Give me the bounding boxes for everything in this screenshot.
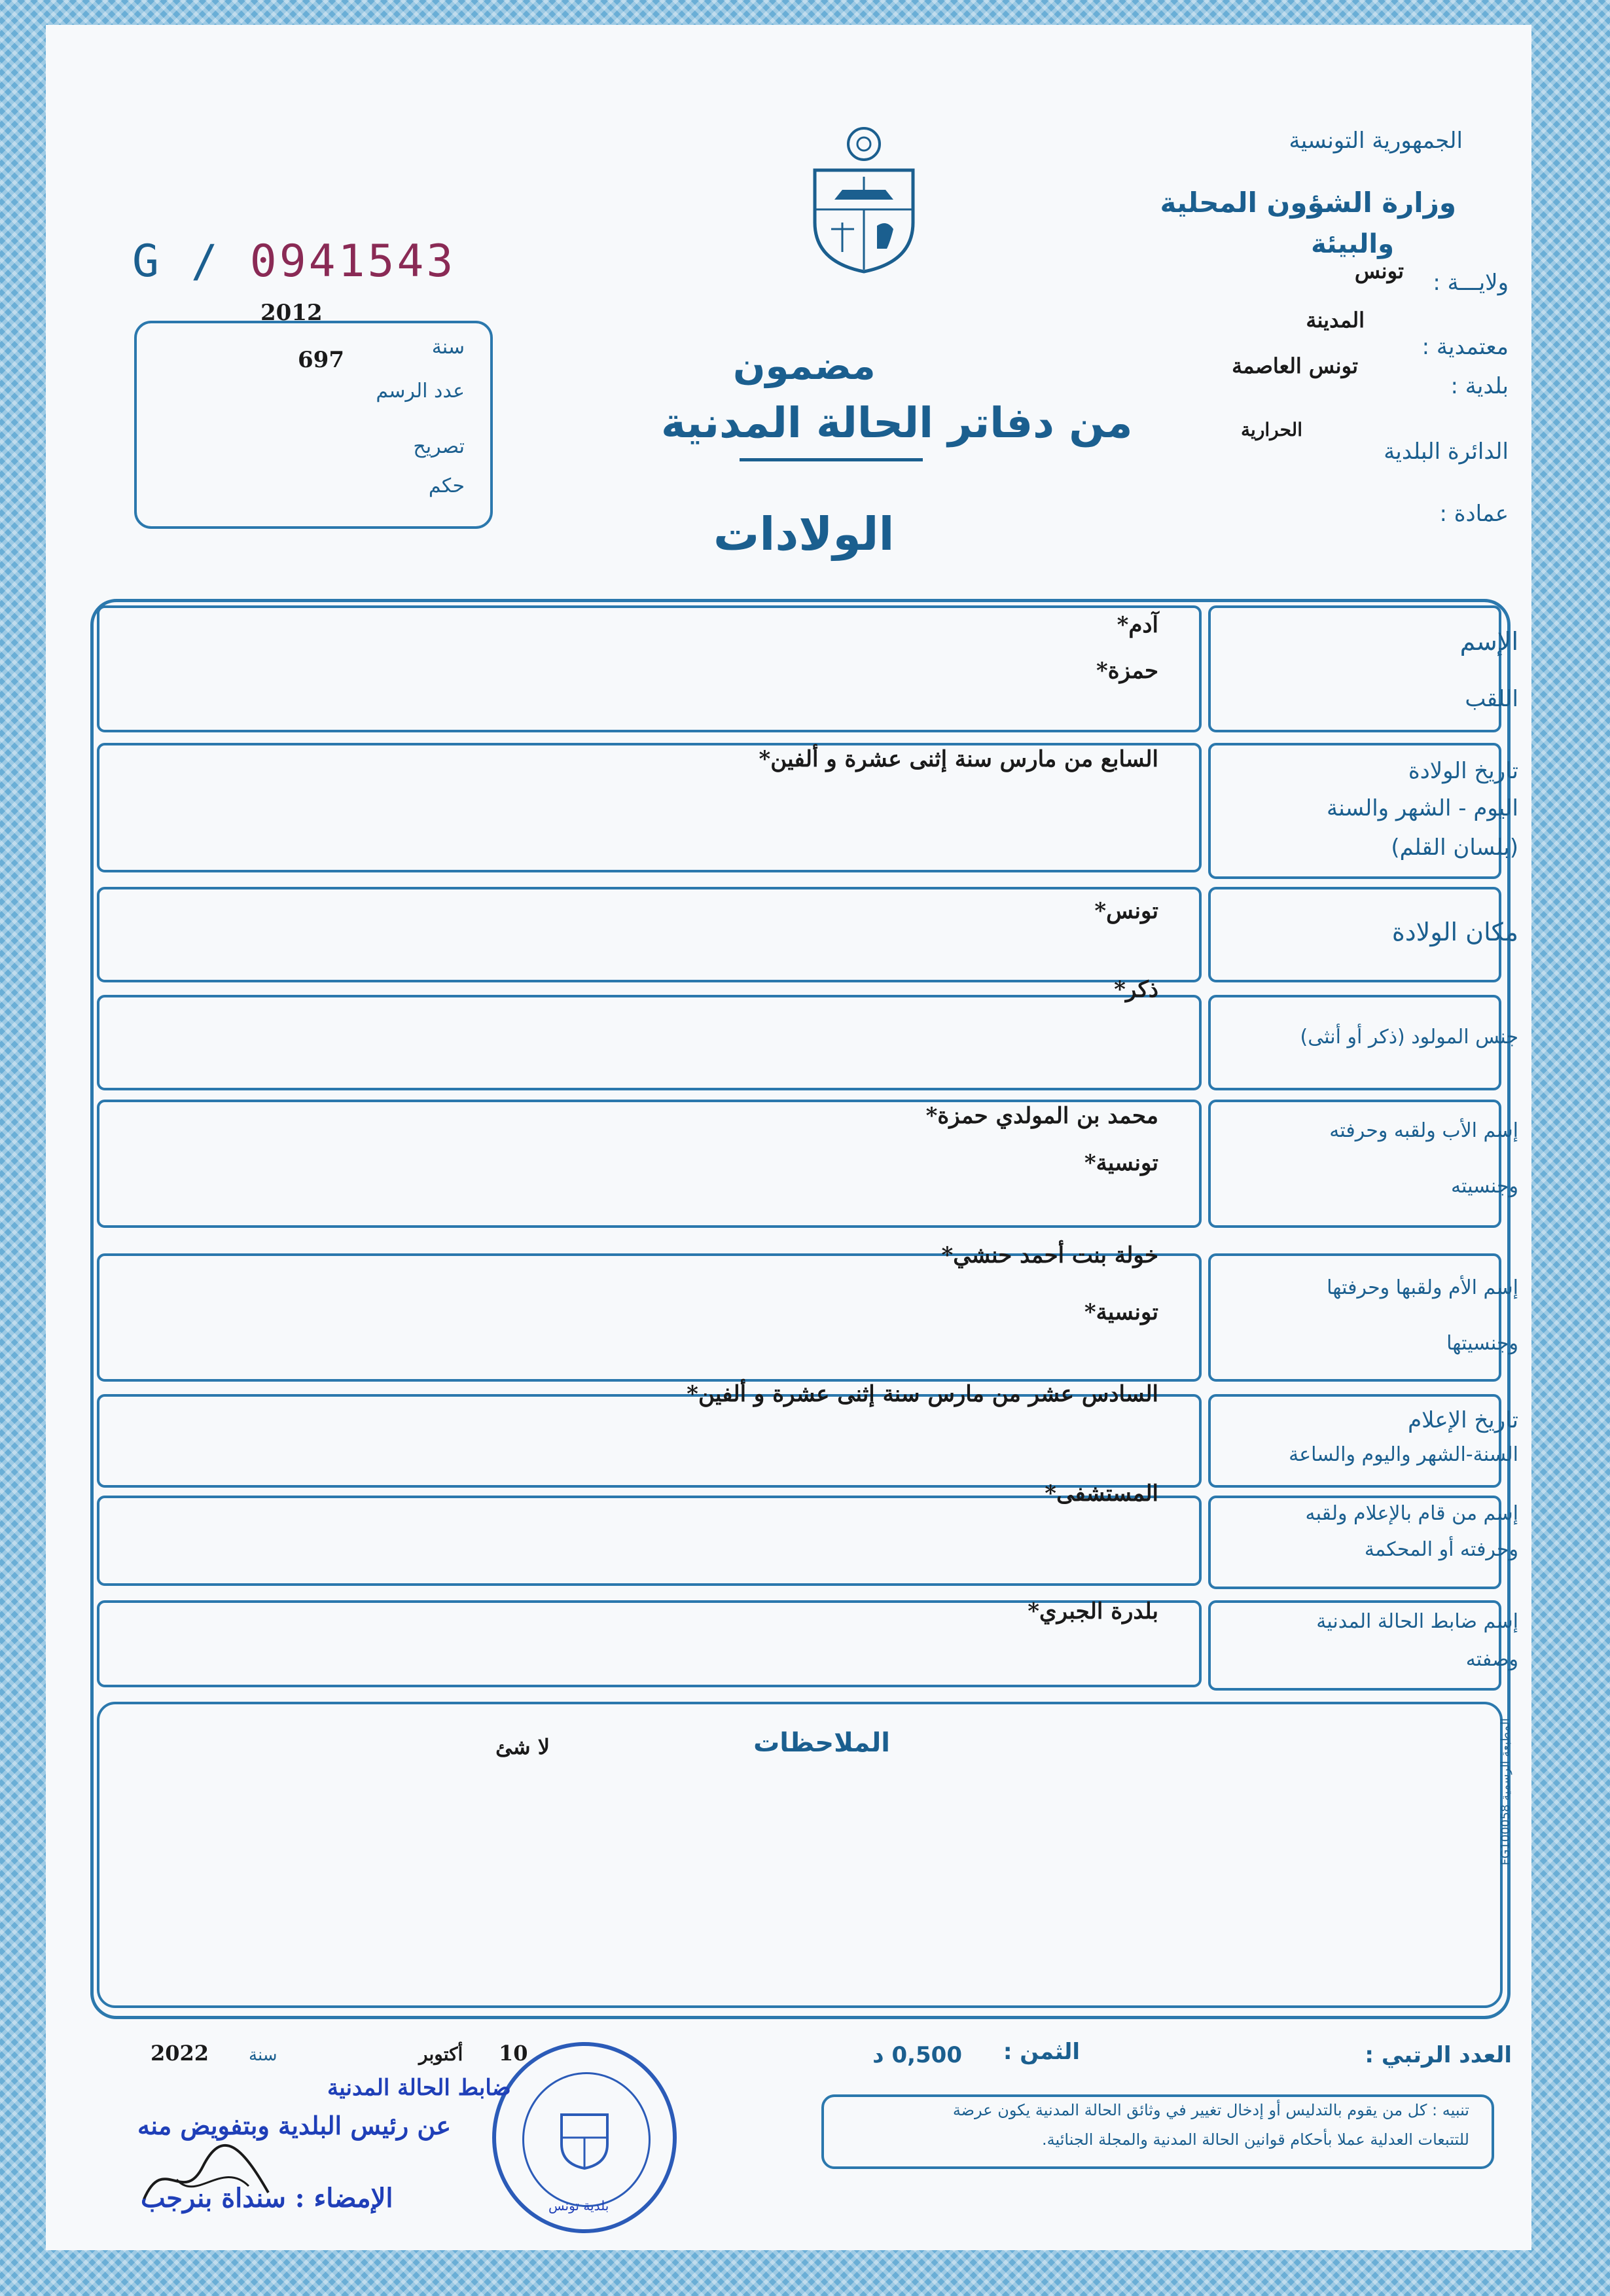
mother-label: إسم الأم ولقبها وحرفتها xyxy=(1327,1276,1518,1299)
birthplace-label: مكان الولادة xyxy=(1391,918,1518,946)
remarks-value: لا شئ xyxy=(495,1734,550,1759)
serial-prefix: G / xyxy=(132,236,221,287)
signature-line: الإمضاء : سنداة بنرجب xyxy=(141,2183,393,2214)
officer-value: بلدرة الجبري* xyxy=(1028,1598,1158,1624)
warning-line-2: للتتبعات العدلية عملا بأحكام قوانين الحالة المدنية والمجلة الجنائية. xyxy=(1042,2130,1469,2149)
mother-value-cell xyxy=(97,1253,1202,1382)
price-value: 0,500 د xyxy=(872,2042,962,2068)
birthdate-sublabel: اليوم - الشهر والسنة xyxy=(1327,795,1518,821)
motamadia-value: المدينة xyxy=(1306,308,1365,332)
price-label: الثمن : xyxy=(1003,2039,1080,2065)
record-year-label: سنة xyxy=(431,336,465,359)
record-year-value: 2012 xyxy=(260,300,323,326)
printer-code: المطبعة الرسمية FG100058 xyxy=(1499,1718,1512,1865)
serial-number xyxy=(132,236,456,287)
serial-value: 0941543 xyxy=(249,236,456,287)
father-name-value: محمد بن المولدي حمزة* xyxy=(925,1103,1158,1129)
name-label: الإسم xyxy=(1459,627,1518,656)
ministry-label: وزارة الشؤون المحلية xyxy=(1160,187,1456,219)
title-underline xyxy=(740,458,923,461)
sex-label: جنس المولود (ذكر أو أنثى) xyxy=(1300,1026,1518,1049)
declarant-label: إسم من قام بالإعلام ولقبه xyxy=(1305,1502,1518,1525)
year-value: 2022 xyxy=(151,2041,209,2066)
declaration-date-value-cell xyxy=(97,1394,1202,1488)
officer-label: إسم ضابط الحالة المدنية xyxy=(1316,1610,1518,1633)
record-number-label: عدد الرسم xyxy=(376,380,465,403)
mother-name-value: خولة بنت أحمد حنشي* xyxy=(941,1242,1158,1268)
officer-sublabel: وصفته xyxy=(1465,1648,1518,1671)
declarant-sublabel: وحرفته أو المحكمة xyxy=(1364,1538,1518,1561)
date-day: 10 xyxy=(499,2041,528,2066)
birthdate-note: (بلسان القلم) xyxy=(1391,834,1518,861)
birthplace-value: تونس* xyxy=(1094,898,1158,924)
year-label: سنة xyxy=(249,2045,277,2065)
official-round-stamp xyxy=(492,2042,677,2233)
declaration-date-label: تاريخ الإعلام xyxy=(1408,1407,1518,1433)
surname-label: اللقب xyxy=(1465,686,1518,712)
daira-label: الدائرة البلدية xyxy=(1384,439,1509,465)
ministry-label-2: والبيئة xyxy=(1311,229,1394,259)
tunisia-emblem-icon xyxy=(808,124,920,275)
sex-value: ذكر* xyxy=(1114,977,1158,1003)
declaration-date-value: السادس عشر من مارس سنة إثنى عشرة و ألفين* xyxy=(687,1381,1158,1407)
title-births: الولادات xyxy=(713,507,895,561)
baladia-value: تونس العاصمة xyxy=(1232,353,1358,378)
republic-label: الجمهورية التونسية xyxy=(1289,128,1463,154)
declarant-value-cell xyxy=(97,1496,1202,1586)
motamadia-label: معتمدية : xyxy=(1422,334,1509,360)
wilaya-value: تونس xyxy=(1354,259,1404,283)
title-registers: من دفاتر الحالة المدنية xyxy=(661,399,1133,448)
daira-value: الحرارية xyxy=(1241,419,1302,440)
wilaya-label: ولايـــة : xyxy=(1433,270,1509,296)
father-label: إسم الأب ولقبه وحرفته xyxy=(1329,1119,1518,1142)
mother-label-cell xyxy=(1208,1253,1501,1382)
birthplace-value-cell xyxy=(97,887,1202,982)
officer-stamp-delegation: عن رئيس البلدية وبتفويض منه xyxy=(137,2111,452,2140)
surname-value: حمزة* xyxy=(1096,658,1158,684)
serial-label: العدد الرتبي : xyxy=(1365,2042,1512,2068)
officer-stamp-title: ضابط الحالة المدنية xyxy=(327,2075,511,2101)
date-month: أكتوبر xyxy=(419,2043,463,2065)
record-number-value: 697 xyxy=(298,347,344,373)
declaration-label: تصريح xyxy=(413,435,465,458)
name-value-cell xyxy=(97,605,1202,732)
name-value: آدم* xyxy=(1117,612,1158,638)
judgment-label: حكم xyxy=(428,475,465,497)
round-stamp-text: بلدية تونس xyxy=(548,2198,609,2214)
stamp-emblem-icon xyxy=(558,2108,611,2170)
declaration-date-sublabel: السنة-الشهر واليوم والساعة xyxy=(1289,1443,1518,1466)
declarant-value: المستشفى* xyxy=(1045,1480,1158,1507)
mother-nationality-value: تونسية* xyxy=(1084,1299,1158,1325)
title-madmoun: مضمون xyxy=(733,344,876,388)
omada-label: عمادة : xyxy=(1439,501,1509,527)
birthdate-label: تاريخ الولادة xyxy=(1408,758,1518,784)
father-nationality-value: تونسية* xyxy=(1084,1150,1158,1176)
birthdate-value: السابع من مارس سنة إثنى عشرة و ألفين* xyxy=(759,746,1158,772)
father-nationality-label: وجنسيته xyxy=(1450,1175,1518,1198)
warning-line-1: تنبيه : كل من يقوم بالتدليس أو إدخال تغيير في وثائق الحالة المدنية يكون عرضة xyxy=(952,2101,1469,2119)
mother-nationality-label: وجنسيتها xyxy=(1446,1332,1518,1355)
remarks-label: الملاحظات xyxy=(753,1728,890,1758)
name-label-cell xyxy=(1208,605,1501,732)
sex-value-cell xyxy=(97,995,1202,1090)
baladia-label: بلدية : xyxy=(1450,373,1509,399)
